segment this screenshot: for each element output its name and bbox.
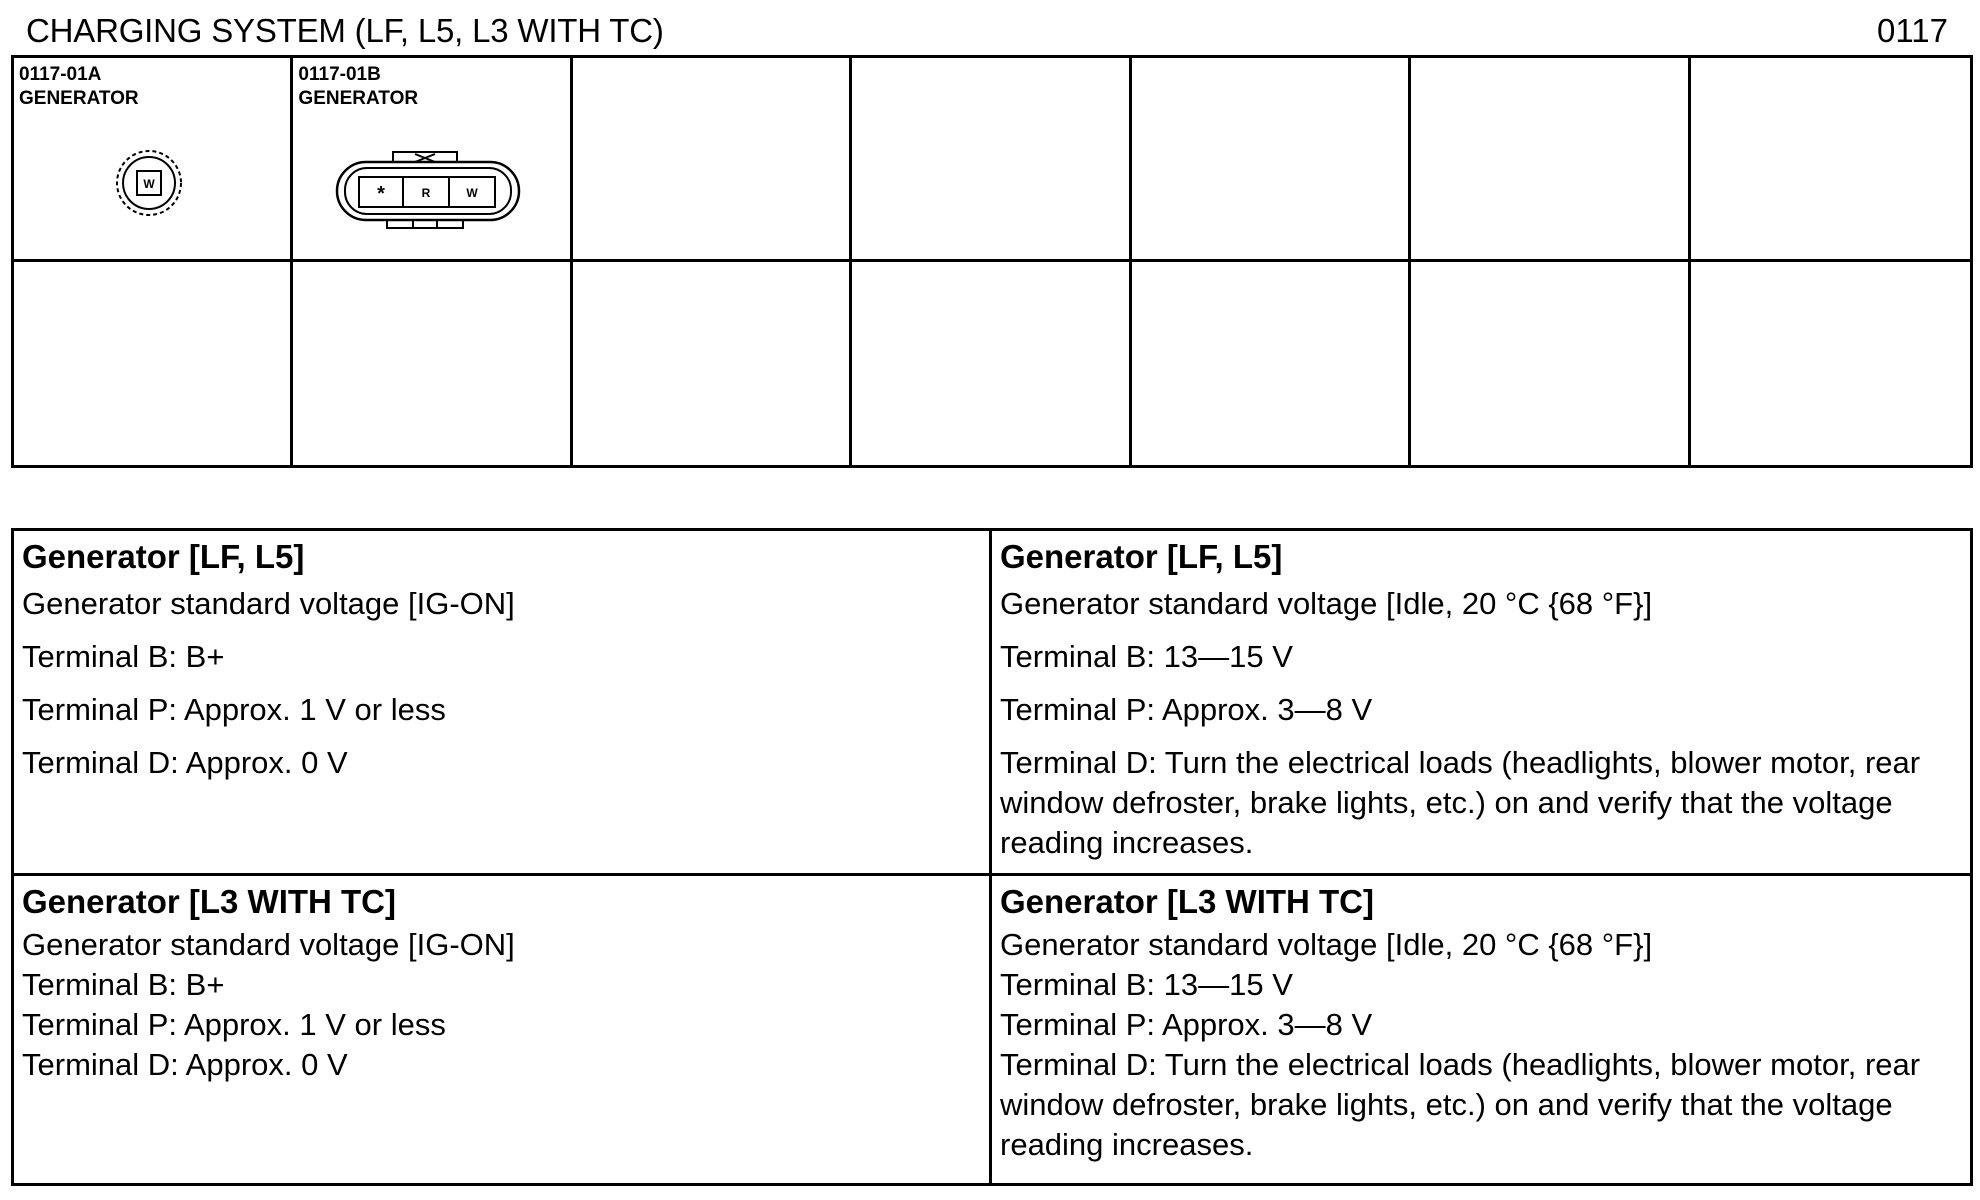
spec-line: Generator standard voltage [IG-ON] [22, 927, 515, 962]
pin-label: W [143, 177, 155, 191]
three-pin-connector-icon [333, 148, 523, 234]
spec-line: Terminal B: 13—15 V [1000, 639, 1293, 674]
page-title: CHARGING SYSTEM (LF, L5, L3 WITH TC) [26, 12, 664, 49]
spec-line: Generator standard voltage [Idle, 20 °C {68 °F}] [1000, 586, 1653, 621]
connector-cell-empty [1691, 262, 1970, 466]
spec-line: Terminal D: Turn the electrical loads (headlights, blower motor, rear window defroster, brake lights, etc.) on and verify that the voltage reading increases. [1000, 745, 1921, 860]
page-header [0, 0, 1980, 56]
spec-line: Terminal P: Approx. 3—8 V [1000, 692, 1373, 727]
connector-grid [11, 55, 1973, 468]
spec-line: Terminal B: B+ [22, 967, 225, 1002]
spec-line: Terminal P: Approx. 1 V or less [22, 692, 446, 727]
connector-code: 0117-01B [298, 64, 381, 85]
spec-line: Terminal D: Approx. 0 V [22, 1047, 348, 1082]
connector-cell-empty [1411, 262, 1690, 466]
spec-line: Generator standard voltage [IG-ON] [22, 586, 515, 621]
connector-cell-empty [852, 58, 1131, 262]
connector-name: GENERATOR [298, 88, 419, 109]
pin-label: W [466, 186, 479, 200]
connector-cell-empty [1132, 262, 1411, 466]
pin-label: * [377, 183, 386, 205]
spec-cell-lf-l5-idle [992, 531, 1970, 876]
page-number: 0117 [1877, 12, 1948, 49]
connector-code: 0117-01A [19, 64, 102, 85]
connector-cell-empty [1132, 58, 1411, 262]
spec-line: Terminal P: Approx. 3—8 V [1000, 1007, 1373, 1042]
spec-heading: Generator [LF, L5] [22, 538, 305, 575]
spec-heading: Generator [LF, L5] [1000, 538, 1283, 575]
round-connector-icon [114, 148, 184, 218]
connector-cell-empty [573, 58, 852, 262]
spec-cell-l3-tc-idle [992, 876, 1970, 1183]
connector-cell-empty [1411, 58, 1690, 262]
spec-heading: Generator [L3 WITH TC] [22, 883, 397, 920]
connector-cell-empty [573, 262, 852, 466]
spec-heading: Generator [L3 WITH TC] [1000, 883, 1375, 920]
spec-table [11, 528, 1973, 1186]
connector-cell-0117-01a [14, 58, 293, 262]
connector-cell-empty [852, 262, 1131, 466]
connector-cell-empty [1691, 58, 1970, 262]
connector-cell-empty [293, 262, 572, 466]
spec-line: Terminal B: 13—15 V [1000, 967, 1293, 1002]
spec-cell-l3-tc-ig-on [14, 876, 992, 1183]
spec-cell-lf-l5-ig-on [14, 531, 992, 876]
spec-line: Terminal D: Approx. 0 V [22, 745, 348, 780]
pin-label: R [422, 186, 431, 200]
connector-name: GENERATOR [19, 88, 139, 109]
spec-line: Terminal B: B+ [22, 639, 225, 674]
spec-line: Generator standard voltage [Idle, 20 °C {68 °F}] [1000, 927, 1653, 962]
spec-line: Terminal P: Approx. 1 V or less [22, 1007, 446, 1042]
connector-cell-0117-01b [293, 58, 572, 262]
spec-line: Terminal D: Turn the electrical loads (headlights, blower motor, rear window defroster, brake lights, etc.) on and verify that the voltage reading increases. [1000, 1047, 1921, 1162]
connector-cell-empty [14, 262, 293, 466]
